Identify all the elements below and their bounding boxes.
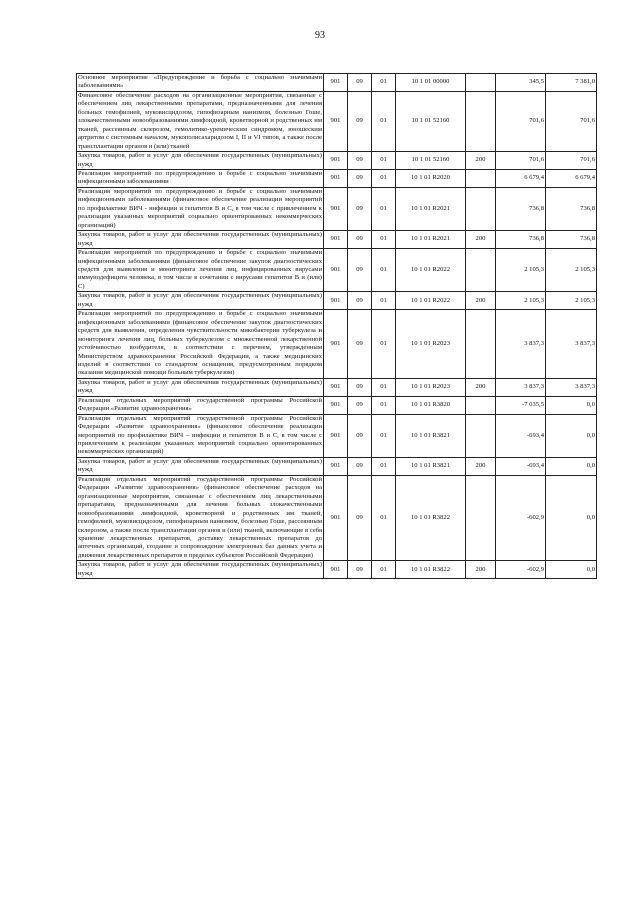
row-department-code: 901 xyxy=(324,152,348,170)
row-department-code: 901 xyxy=(324,414,348,457)
row-description: Закупка товаров, работ и услуг для обеспечения государственных (муниципальных) нужд xyxy=(78,152,322,168)
row-subsection-code: 01 xyxy=(372,561,396,579)
row-amount-change: 2 105,3 xyxy=(496,249,546,292)
row-expense-type xyxy=(466,310,496,379)
row-subsection-code: 01 xyxy=(372,74,396,92)
row-department-code: 901 xyxy=(324,231,348,249)
table-row xyxy=(77,231,597,249)
row-subsection-code: 01 xyxy=(372,378,396,396)
row-section-code: 09 xyxy=(348,292,372,310)
row-description: Основное мероприятие «Предупреждение и борьба с социально значимыми заболеваниями» xyxy=(78,74,322,90)
row-amount-change: 3 837,3 xyxy=(496,310,546,379)
row-description: Финансовое обеспечение расходов на организационные мероприятия, связанные с обеспечением лиц лекарственными препаратами, предназначенными для лечения больных гемофилией, муковисцидозом, гипофизарным нанизмом, болезнью Гоше, злокачественными новообразованиями лимфоидной, кроветворной и родственных им тканей, рассеянным склерозом, гемолитико-уремическим синдромом, юношеским артритом с системным началом, мукополисахаридозом I, II и VI типов, а также после трансплантации органов и (или) тканей xyxy=(78,91,322,150)
row-subsection-code: 01 xyxy=(372,231,396,249)
row-amount-total: 701,6 xyxy=(546,91,597,151)
row-target-article: 10 1 01 R2022 xyxy=(396,292,466,310)
row-department-code: 901 xyxy=(324,74,348,92)
row-amount-change: -602,9 xyxy=(496,561,546,579)
row-description: Реализация отдельных мероприятий государственной программы Российской Федерации «Развитие здравоохранения» xyxy=(78,396,322,413)
row-amount-total: 3 837,3 xyxy=(546,310,597,379)
row-amount-total: 0,0 xyxy=(546,414,597,457)
row-description: Реализация мероприятий по предупреждению и борьбе с социально значимыми инфекционными заболеваниями xyxy=(78,169,322,186)
row-department-code: 901 xyxy=(324,169,348,187)
row-target-article: 10 1 01 52160 xyxy=(396,91,466,151)
row-expense-type: 200 xyxy=(466,152,496,170)
row-subsection-code: 01 xyxy=(372,152,396,170)
row-section-code: 09 xyxy=(348,310,372,379)
row-target-article: 10 1 01 R3821 xyxy=(396,414,466,457)
row-amount-total: 736,8 xyxy=(546,231,597,249)
table-row xyxy=(77,169,597,187)
row-expense-type: 200 xyxy=(466,457,496,475)
row-description: Реализация мероприятий по предупреждению и борьбе с социально значимыми инфекционными заболеваниями (финансовое обеспечение закупок диагностических средств для выявления и мониторинга лечения лиц, инфицированных вирусами иммунодефицита человека, в том числе в сочетании с вирусами гепатитов В и (или) С) xyxy=(78,249,322,290)
row-amount-total: 3 837,3 xyxy=(546,378,597,396)
row-amount-change: 345,5 xyxy=(496,74,546,92)
row-amount-change: 6 679,4 xyxy=(496,169,546,187)
row-description: Закупка товаров, работ и услуг для обеспечения государственных (муниципальных) нужд xyxy=(78,457,322,474)
row-section-code: 09 xyxy=(348,414,372,457)
row-amount-total: 7 381,0 xyxy=(546,74,597,92)
row-subsection-code: 01 xyxy=(372,91,396,151)
row-department-code: 901 xyxy=(324,457,348,475)
page-number: 93 xyxy=(315,30,325,41)
row-expense-type: 200 xyxy=(466,378,496,396)
table-row xyxy=(77,91,597,151)
row-target-article: 10 1 01 R2020 xyxy=(396,169,466,187)
row-amount-change: 701,6 xyxy=(496,91,546,151)
row-amount-total: 0,0 xyxy=(546,396,597,414)
row-expense-type xyxy=(466,249,496,292)
row-subsection-code: 01 xyxy=(372,292,396,310)
table-row xyxy=(77,475,597,561)
budget-table xyxy=(76,73,597,579)
row-amount-total: 701,6 xyxy=(546,152,597,170)
row-subsection-code: 01 xyxy=(372,414,396,457)
row-section-code: 09 xyxy=(348,396,372,414)
row-description: Реализация мероприятий по предупреждению и борьбе с социально значимыми инфекционными заболеваниями (финансовое обеспечение реализации мероприятий по профилактике ВИЧ - инфекции и гепатитов В и С, в том числе с привлечением к реализации указанных мероприятий социально ориентированных некоммерческих организаций) xyxy=(78,187,322,229)
table-row xyxy=(77,378,597,396)
row-expense-type xyxy=(466,169,496,187)
row-section-code: 09 xyxy=(348,74,372,92)
row-department-code: 901 xyxy=(324,91,348,151)
row-amount-change: 2 105,3 xyxy=(496,292,546,310)
row-target-article: 10 1 01 R3822 xyxy=(396,561,466,579)
row-amount-total: 6 679,4 xyxy=(546,169,597,187)
row-section-code: 09 xyxy=(348,152,372,170)
row-amount-change: -693,4 xyxy=(496,414,546,457)
table-row xyxy=(77,187,597,230)
row-amount-change: 736,8 xyxy=(496,231,546,249)
row-expense-type xyxy=(466,187,496,230)
row-expense-type: 200 xyxy=(466,561,496,579)
row-target-article: 10 1 01 R2023 xyxy=(396,310,466,379)
row-target-article: 10 1 01 R2023 xyxy=(396,378,466,396)
row-description: Реализация отдельных мероприятий государственной программы Российской Федерации «Развитие здравоохранения» (финансовое обеспечение реализации мероприятий по профилактике ВИЧ – инфекции и гепатитов В и С, в том числе с привлечением к реализации указанных мероприятий социально ориентированных некоммерческих организаций) xyxy=(78,414,322,456)
row-amount-change: -602,9 xyxy=(496,475,546,561)
row-department-code: 901 xyxy=(324,249,348,292)
table-row xyxy=(77,310,597,379)
row-subsection-code: 01 xyxy=(372,249,396,292)
row-target-article: 10 1 01 R2021 xyxy=(396,187,466,230)
table-row xyxy=(77,152,597,170)
row-subsection-code: 01 xyxy=(372,169,396,187)
row-description: Закупка товаров, работ и услуг для обеспечения государственных (муниципальных) нужд xyxy=(78,292,322,308)
row-department-code: 901 xyxy=(324,292,348,310)
row-target-article: 10 1 01 00000 xyxy=(396,74,466,92)
table-row xyxy=(77,249,597,292)
row-subsection-code: 01 xyxy=(372,396,396,414)
row-department-code: 901 xyxy=(324,561,348,579)
row-section-code: 09 xyxy=(348,378,372,396)
row-department-code: 901 xyxy=(324,310,348,379)
row-expense-type xyxy=(466,414,496,457)
row-expense-type xyxy=(466,74,496,92)
row-subsection-code: 01 xyxy=(372,475,396,561)
row-amount-total: 0,0 xyxy=(546,561,597,579)
row-amount-total: 0,0 xyxy=(546,457,597,475)
table-row xyxy=(77,457,597,475)
row-description: Закупка товаров, работ и услуг для обеспечения государственных (муниципальных) нужд xyxy=(78,231,322,247)
row-description: Закупка товаров, работ и услуг для обеспечения государственных (муниципальных) нужд xyxy=(78,378,322,395)
row-section-code: 09 xyxy=(348,475,372,561)
row-department-code: 901 xyxy=(324,378,348,396)
row-section-code: 09 xyxy=(348,169,372,187)
row-amount-total: 0,0 xyxy=(546,475,597,561)
row-expense-type xyxy=(466,396,496,414)
row-subsection-code: 01 xyxy=(372,187,396,230)
row-amount-change: 3 837,3 xyxy=(496,378,546,396)
row-target-article: 10 1 01 R2021 xyxy=(396,231,466,249)
row-amount-total: 736,8 xyxy=(546,187,597,230)
row-target-article: 10 1 01 52160 xyxy=(396,152,466,170)
row-section-code: 09 xyxy=(348,457,372,475)
row-target-article: 10 1 01 R3822 xyxy=(396,475,466,561)
row-section-code: 09 xyxy=(348,187,372,230)
row-amount-change: 701,6 xyxy=(496,152,546,170)
row-target-article: 10 1 01 R2022 xyxy=(396,249,466,292)
row-amount-total: 2 105,3 xyxy=(546,249,597,292)
row-subsection-code: 01 xyxy=(372,457,396,475)
row-section-code: 09 xyxy=(348,231,372,249)
row-target-article: 10 1 01 R3821 xyxy=(396,457,466,475)
row-expense-type xyxy=(466,475,496,561)
row-section-code: 09 xyxy=(348,249,372,292)
row-department-code: 901 xyxy=(324,475,348,561)
row-amount-change: 736,8 xyxy=(496,187,546,230)
row-amount-total: 2 105,3 xyxy=(546,292,597,310)
table-row xyxy=(77,396,597,414)
budget-table-body xyxy=(77,74,597,579)
row-department-code: 901 xyxy=(324,396,348,414)
row-target-article: 10 1 01 R3820 xyxy=(396,396,466,414)
row-section-code: 09 xyxy=(348,91,372,151)
table-row xyxy=(77,74,597,92)
table-row xyxy=(77,561,597,579)
row-subsection-code: 01 xyxy=(372,310,396,379)
table-row xyxy=(77,414,597,457)
row-section-code: 09 xyxy=(348,561,372,579)
row-description: Реализация мероприятий по предупреждению и борьбе с социально значимыми инфекционными заболеваниями (финансовое обеспечение закупок диагностических средств для выявления, определения чувствительности микобактерии туберкулеза и мониторинга лечения лиц, больных туберкулезом с множественной лекарственной устойчивостью возбудителя, в соответствии с перечнем, утвержденным Министерством здравоохранения Российской Федерации, а также медицинских изделий в соответствии со стандартом оснащения, предусмотренным порядком оказания медицинской помощи больным туберкулезом) xyxy=(78,310,322,377)
row-amount-change: -7 035,5 xyxy=(496,396,546,414)
row-description: Закупка товаров, работ и услуг для обеспечения государственных (муниципальных) нужд xyxy=(78,561,322,577)
row-department-code: 901 xyxy=(324,187,348,230)
row-description: Реализация отдельных мероприятий государственной программы Российской Федерации «Развитие здравоохранения» (финансовое обеспечение расходов на организационные мероприятия, связанные с обеспечением лиц лекарственными препаратами, предназначенными для лечения больных злокачественными новообразованиями лимфоидной, кроветворной и родственных им тканей, гемофилией, муковисцидозом, гипофизарным нанизмом, болезнью Гоше, рассеянным склерозом, а также после трансплантации органов и (или) тканей, включающие в себя хранение лекарственных препаратов, доставку лекарственных препаратов до аптечных организаций, создание и сопровождение электронных баз данных учета и движения лекарственных препаратов в пределах субъектов Российской Федерации) xyxy=(78,475,322,559)
table-row xyxy=(77,292,597,310)
row-expense-type: 200 xyxy=(466,292,496,310)
row-amount-change: -693,4 xyxy=(496,457,546,475)
row-expense-type xyxy=(466,91,496,151)
row-expense-type: 200 xyxy=(466,231,496,249)
